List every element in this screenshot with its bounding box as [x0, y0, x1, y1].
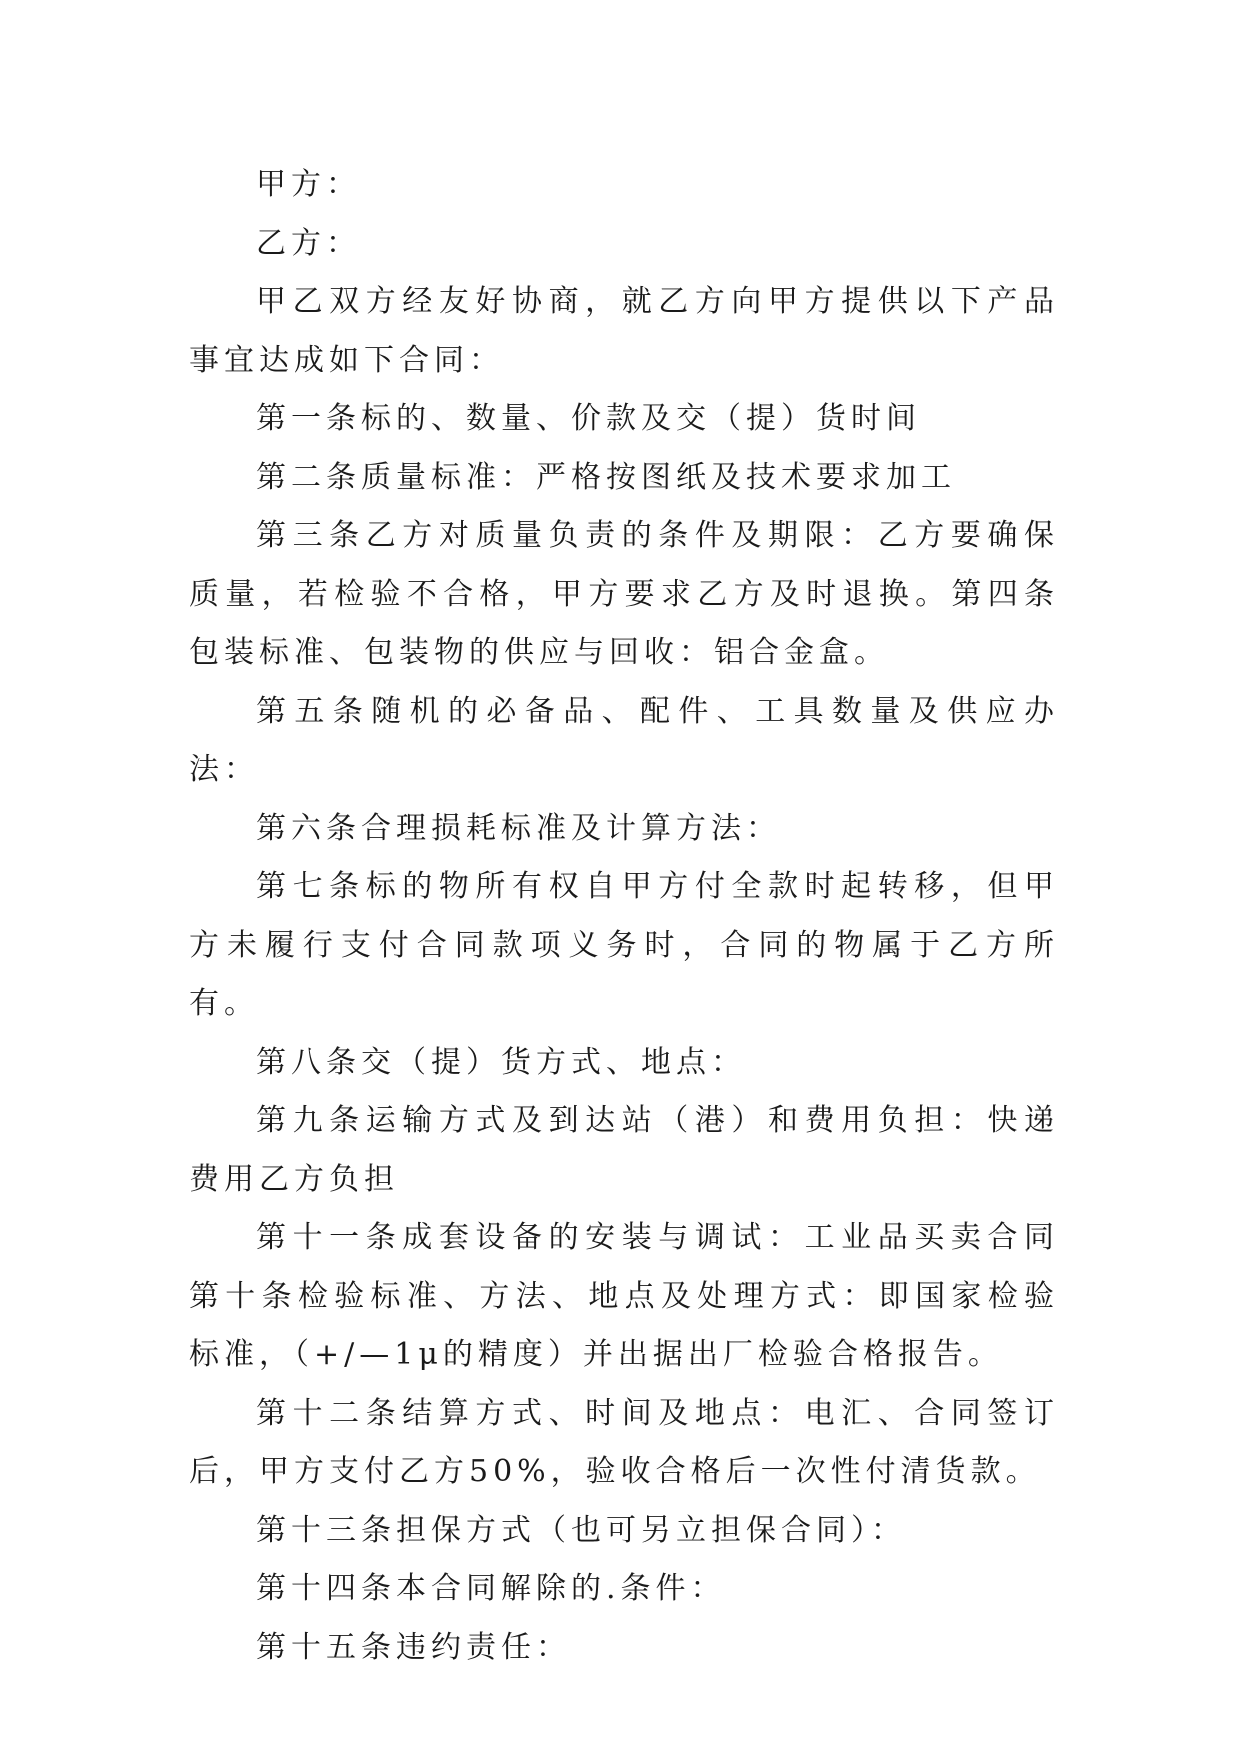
article-7: 第七条标的物所有权自甲方付全款时起转移，但甲方未履行支付合同款项义务时，合同的物属于乙方所有。	[189, 869, 1059, 1021]
article-8: 第八条交（提）货方式、地点：	[256, 1044, 746, 1080]
article-13: 第十三条担保方式（也可另立担保合同）：	[256, 1512, 906, 1548]
contract-body	[189, 156, 1059, 1677]
article-9: 第九条运输方式及到达站（港）和费用负担：快递费用乙方负担	[189, 1103, 1059, 1197]
article-15: 第十五条违约责任：	[256, 1629, 571, 1665]
article-12: 第十二条结算方式、时间及地点：电汇、合同签订后，甲方支付乙方50%，验收合格后一次性付清货款。	[189, 1395, 1059, 1489]
party-b-line: 乙方：	[256, 225, 361, 261]
article-2: 第二条质量标准：严格按图纸及技术要求加工	[256, 459, 956, 495]
party-a-line: 甲方：	[256, 167, 361, 202]
article-5: 第五条随机的必备品、配件、工具数量及供应办法：	[189, 693, 1059, 787]
article-1: 第一条标的、数量、价款及交（提）货时间	[256, 401, 921, 436]
article-10-11: 第十一条成套设备的安装与调试：工业品买卖合同第十条检验标准、方法、地点及处理方式：即国家检验标准，（+/—1μ的精度）并出据出厂检验合格报告。	[189, 1220, 1059, 1372]
article-3-4: 第三条乙方对质量负责的条件及期限：乙方要确保质量，若检验不合格，甲方要求乙方及时退换。第四条包装标准、包装物的供应与回收：铝合金盒。	[189, 518, 1059, 670]
article-14: 第十四条本合同解除的.条件：	[256, 1571, 726, 1606]
article-6: 第六条合理损耗标准及计算方法：	[256, 810, 781, 846]
preamble-paragraph: 甲乙双方经友好协商，就乙方向甲方提供以下产品事宜达成如下合同：	[189, 284, 1059, 378]
